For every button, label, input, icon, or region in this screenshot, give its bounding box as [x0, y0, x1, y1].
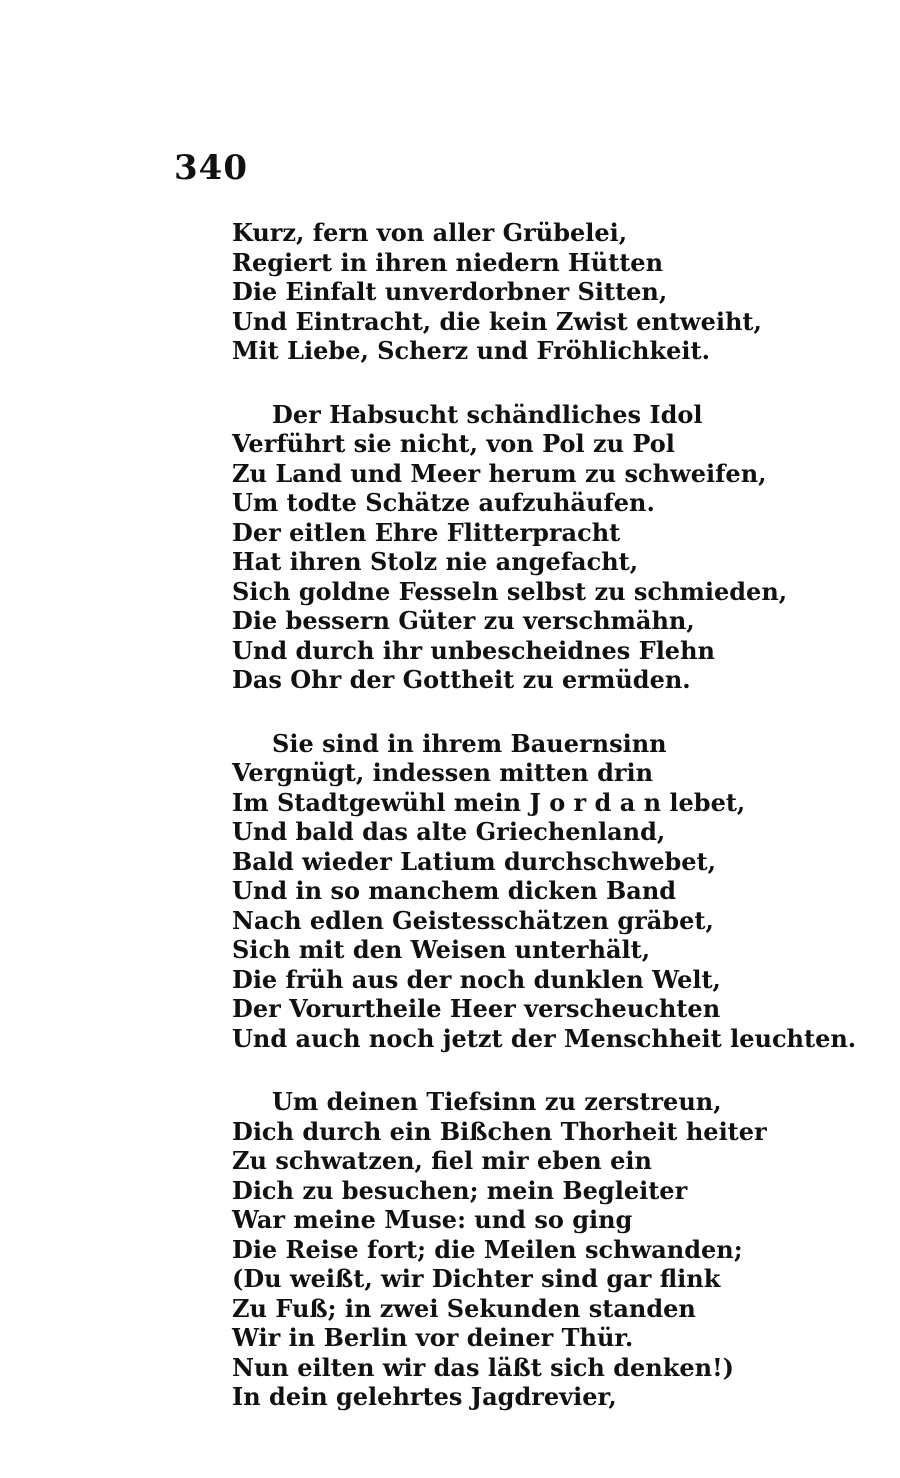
verse-line: (Du weißt, wir Dichter sind gar flink [232, 1264, 721, 1293]
verse-line: Regiert in ihren niedern Hütten [232, 247, 664, 277]
verse-line: Hat ihren Stolz nie angefacht, [232, 547, 639, 576]
stanza-4 [232, 1087, 872, 1412]
verse-line: In dein gelehrtes Jagdrevier, [232, 1382, 617, 1411]
verse-line: Und auch noch jetzt der Menschheit leuchten. [232, 1023, 857, 1053]
verse-line: Kurz, fern von aller Grübelei, [232, 218, 628, 247]
verse-line: Sie sind in ihrem Bauernsinn [272, 728, 667, 758]
verse-line: Die früh aus der noch dunklen Welt, [232, 964, 721, 994]
verse-line: Zu schwatzen, fiel mir eben ein [232, 1146, 652, 1175]
stanza-2 [232, 400, 872, 695]
verse-line: Und in so manchem dicken Band [232, 876, 677, 905]
verse-line: Sich goldne Fesseln selbst zu schmieden, [232, 576, 788, 606]
verse-line: Das Ohr der Gottheit zu ermüden. [232, 665, 691, 694]
verse-line: Die Reise fort; die Meilen schwanden; [232, 1234, 743, 1264]
verse-line: Die bessern Güter zu verschmähn, [232, 606, 695, 635]
verse-line: Vergnügt, indessen mitten drin [232, 758, 654, 787]
page-number: 340 [174, 148, 248, 188]
verse-line: Der Habsucht schändliches Idol [272, 399, 703, 429]
verse-line: War meine Muse: und so ging [232, 1205, 633, 1234]
verse-line: Und durch ihr unbescheidnes Flehn [232, 635, 715, 665]
verse-line: Zu Fuß; in zwei Sekunden standen [232, 1293, 696, 1323]
verse-line: Der Vorurtheile Heer verscheuchten [232, 994, 721, 1023]
verse-line: Wir in Berlin vor deiner Thür. [232, 1323, 634, 1352]
stanza-3 [232, 729, 872, 1054]
verse-line: Zu Land und Meer herum zu schweifen, [232, 458, 767, 488]
verse-line: Sich mit den Weisen unterhält, [232, 935, 651, 964]
verse-line: Bald wieder Latium durchschwebet, [232, 846, 716, 876]
verse-line: Dich durch ein Bißchen Thorheit heiter [232, 1116, 767, 1146]
verse-line: Mit Liebe, Scherz und Fröhlichkeit. [232, 336, 710, 365]
verse-line: Um todte Schätze aufzuhäufen. [232, 488, 655, 517]
verse-line: Nach edlen Geistesschätzen gräbet, [232, 905, 714, 935]
verse-line: Der eitlen Ehre Flitterpracht [232, 517, 621, 547]
verse-line: Die Einfalt unverdorbner Sitten, [232, 277, 668, 306]
verse-line: Und bald das alte Griechenland, [232, 817, 666, 846]
verse-line: Um deinen Tiefsinn zu zerstreun, [272, 1087, 722, 1116]
stanza-1 [232, 218, 872, 366]
verse-line: Verführt sie nicht, von Pol zu Pol [232, 429, 675, 458]
poem [232, 218, 872, 1446]
verse-line: Nun eilten wir das läßt sich denken!) [232, 1352, 734, 1382]
verse-line: Dich zu besuchen; mein Begleiter [232, 1175, 688, 1205]
verse-line: Und Eintracht, die kein Zwist entweiht, [232, 306, 762, 336]
verse-line: Im Stadtgewühl mein J o r d a n lebet, [232, 787, 746, 817]
